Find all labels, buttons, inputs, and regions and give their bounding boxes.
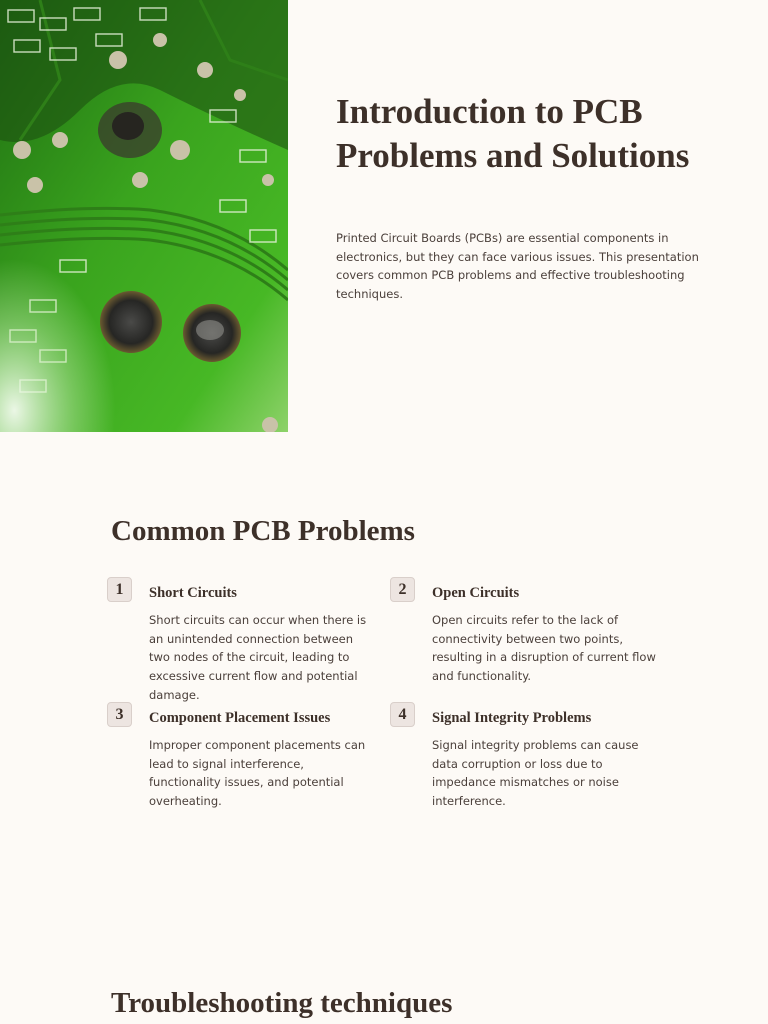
slide-title: Introduction to PCB Problems and Solutions xyxy=(336,92,690,175)
problem-description: Short circuits can occur when there is an unintended connection between two nodes of the circuit, leading to excessive current flow and potential damage. xyxy=(149,613,367,702)
problem-title: Signal Integrity Problems xyxy=(432,710,592,726)
problem-description: Open circuits refer to the lack of connectivity between two points, resulting in a disruption of current flow and functionality. xyxy=(432,613,656,684)
problem-description: Signal integrity problems can cause data corruption or loss due to impedance mismatches or noise interference. xyxy=(432,738,639,809)
common-problems-heading: Common PCB Problems xyxy=(111,515,415,547)
problem-title: Short Circuits xyxy=(149,585,237,601)
number-badge: 4 xyxy=(390,702,415,727)
problem-title: Component Placement Issues xyxy=(149,710,331,726)
number-badge: 2 xyxy=(390,577,415,602)
number-badge: 3 xyxy=(107,702,132,727)
problem-description: Improper component placements can lead to signal interference, functionality issues, and potential overheating. xyxy=(149,738,366,809)
number-badge: 1 xyxy=(107,577,132,602)
pcb-photo xyxy=(0,0,288,432)
intro-paragraph: Printed Circuit Boards (PCBs) are essential components in electronics, but they can face various issues. This presentation covers common PCB problems and effective troubleshooting techniques. xyxy=(336,231,699,301)
troubleshooting-heading: Troubleshooting techniques xyxy=(111,987,453,1019)
problem-title: Open Circuits xyxy=(432,585,520,601)
